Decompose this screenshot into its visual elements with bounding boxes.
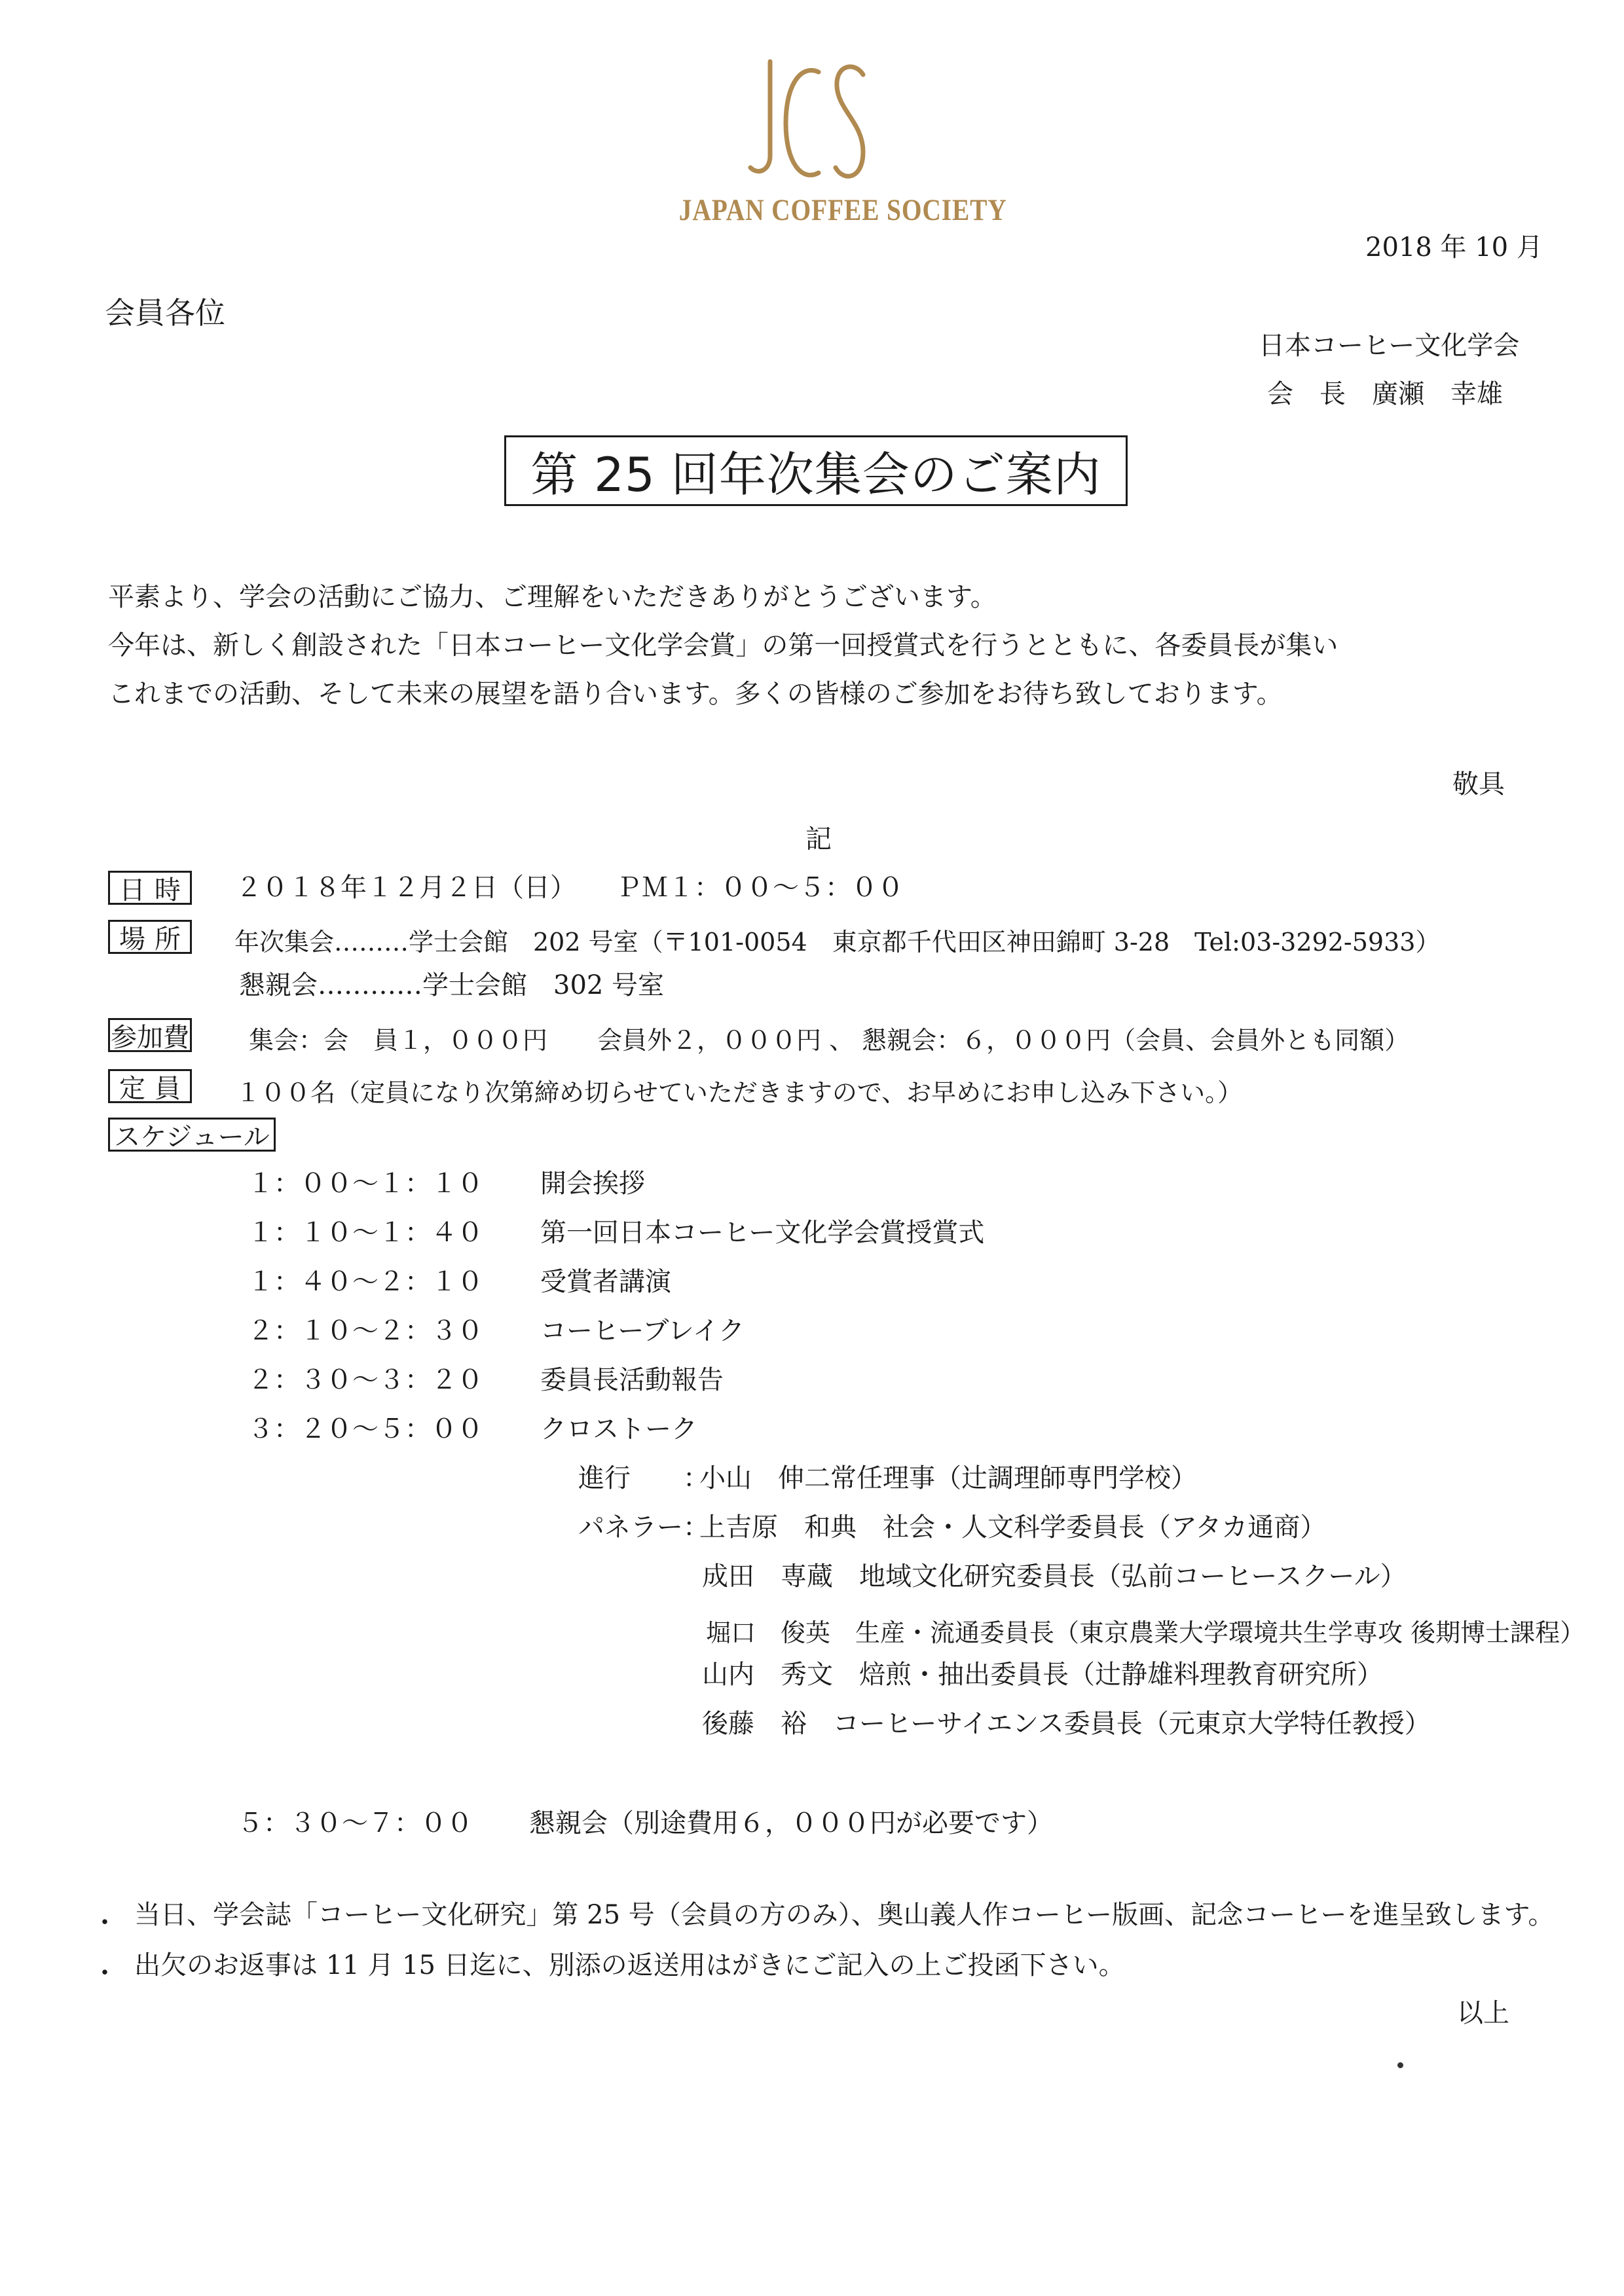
moderator-value: 小山 伸二常任理事（辻調理師専門学校） — [699, 1463, 1197, 1493]
label-char: 員 — [155, 1073, 181, 1104]
party-time: ５：３０～７：００ — [237, 1808, 473, 1838]
note-1: 当日、学会誌「コーヒー文化研究」第 25 号（会員の方のみ）、奥山義人作コーヒー版画、記念コーヒーを進呈致します。 — [134, 1900, 1555, 1930]
schedule-time: ３：２０～５：００ — [248, 1414, 483, 1444]
panel-member: 成田 専蔵 地域文化研究委員長（弘前コーヒースクール） — [702, 1561, 1407, 1592]
panel-member: 山内 秀文 焙煎・抽出委員長（辻静雄料理教育研究所） — [702, 1660, 1383, 1690]
schedule-time: ２：１０～２：３０ — [248, 1316, 483, 1346]
schedule-item: 開会挨拶 — [540, 1169, 645, 1199]
label-sankahi — [108, 1018, 192, 1052]
label-char: 日 — [119, 875, 145, 905]
moderator-label: 進行 ： — [578, 1463, 709, 1493]
venue-value-2: 懇親会…………学士会館 302 号室 — [239, 970, 665, 1000]
ki-heading: 記 — [805, 824, 832, 854]
label-char: 場 — [119, 924, 145, 955]
capacity-value: １００名（定員になり次第締め切らせていただきますので、お早めにお申し込み下さい。） — [236, 1078, 1243, 1107]
bullet: ・ — [92, 1908, 118, 1938]
label-basho — [108, 920, 192, 954]
schedule-item: 委員長活動報告 — [540, 1365, 724, 1395]
body-line-2: 今年は、新しく創設された「日本コーヒー文化学会賞」の第一回授賞式を行うとともに、各委員長が集い — [108, 630, 1338, 661]
label-text: 参加費 — [111, 1022, 189, 1053]
label-schedule — [108, 1118, 276, 1152]
schedule-item: 受賞者講演 — [540, 1267, 671, 1297]
venue-value-1: 年次集会………学士会館 202 号室（〒101-0054 東京都千代田区神田錦町 3-28 Tel:03-3292-5933） — [234, 928, 1441, 957]
panel-member: 後藤 裕 コーヒーサイエンス委員長（元東京大学特任教授） — [702, 1709, 1431, 1739]
logo-name: JAPAN COFFEE SOCIETY — [678, 193, 1007, 227]
recipient: 会員各位 — [105, 295, 225, 331]
datetime-value: ２０１８年１２月２日（日） ＰＭ１：００～５：００ — [236, 873, 904, 903]
schedule-item: コーヒーブレイク — [540, 1316, 745, 1346]
schedule-item: クロストーク — [540, 1414, 697, 1444]
jcs-logo-icon — [745, 58, 870, 185]
schedule-time: １：４０～２：１０ — [248, 1267, 483, 1297]
panel-member: 上吉原 和典 社会・人文科学委員長（アタカ通商） — [699, 1512, 1327, 1542]
note-2: 出欠のお返事は 11 月 15 日迄に、別添の返送用はがきにご記入の上ご投函下さい。 — [134, 1950, 1125, 1980]
body-line-1: 平素より、学会の活動にご協力、ご理解をいただきありがとうございます。 — [108, 582, 997, 612]
fee-value: 集会：会 員１，０００円 会員外２，０００円 、 懇親会：６，０００円（会員、会員外とも同額） — [249, 1026, 1410, 1055]
closing-word: 敬具 — [1452, 769, 1505, 799]
schedule-time: １：１０～１：４０ — [248, 1218, 483, 1248]
end-word: 以上 — [1457, 1998, 1509, 2028]
label-nichiji — [108, 871, 192, 905]
label-char: 所 — [155, 924, 181, 955]
body-line-3: これまでの活動、そして未来の展望を語り合います。多くの皆様のご参加をお待ち致しております。 — [108, 679, 1283, 709]
panel-label: パネラー： — [578, 1512, 709, 1542]
sender-name: 会 長 廣瀬 幸雄 — [1267, 379, 1503, 409]
schedule-time: ２：３０～３：２０ — [248, 1365, 483, 1395]
scan-speck — [1397, 2062, 1403, 2068]
party-item: 懇親会（別途費用６，０００円が必要です） — [529, 1808, 1053, 1838]
schedule-time: １：００～１：１０ — [248, 1169, 483, 1199]
label-text: スケジュール — [114, 1121, 270, 1152]
bullet: ・ — [92, 1958, 118, 1988]
page-title: 第 25 回年次集会のご案内 — [504, 435, 1128, 506]
issue-date: 2018 年 10 月 — [1365, 232, 1543, 263]
sender-org: 日本コーヒー文化学会 — [1259, 331, 1520, 361]
label-char: 定 — [119, 1073, 145, 1104]
panel-member: 堀口 俊英 生産・流通委員長（東京農業大学環境共生学専攻 後期博士課程） — [706, 1618, 1585, 1647]
label-teiin — [108, 1069, 192, 1103]
label-char: 時 — [155, 875, 181, 905]
schedule-item: 第一回日本コーヒー文化学会賞授賞式 — [540, 1218, 985, 1248]
